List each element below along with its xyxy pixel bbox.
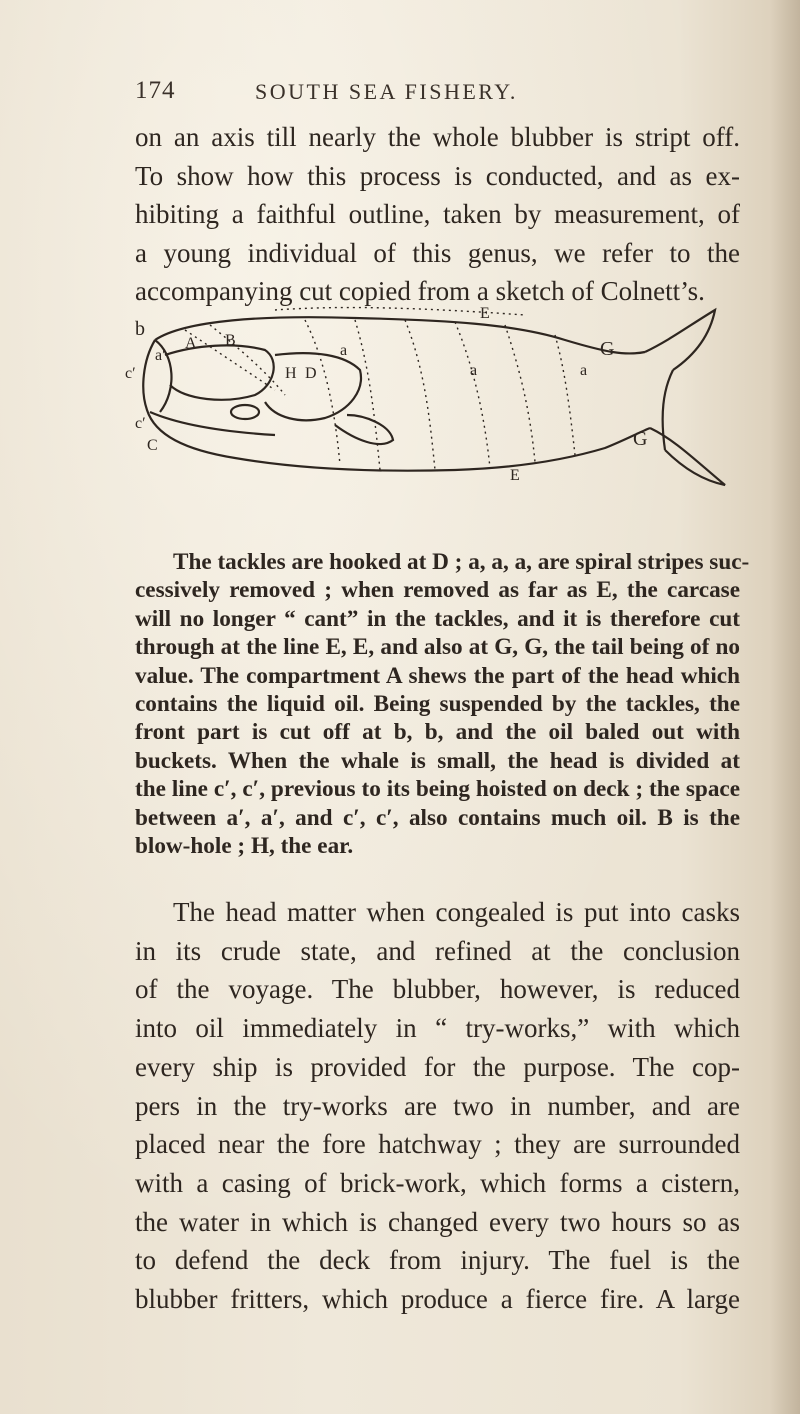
text-line: hibiting a faithful outline, taken by measurement, of xyxy=(135,199,740,229)
text-line: The tackles are hooked at D ; a, a, a, are spiral stripes suc- xyxy=(173,549,750,575)
label-a-1: a xyxy=(340,342,348,359)
label-G-bottom: G xyxy=(633,428,648,450)
spiral-stripes xyxy=(185,308,575,470)
whale-diagram-svg xyxy=(125,300,745,520)
paragraph-figure-caption xyxy=(135,548,750,860)
label-D: D xyxy=(305,365,317,382)
text-line: into oil immediately in “ try-works,” with which xyxy=(135,1013,740,1044)
label-A: A xyxy=(185,335,197,352)
text-line: blow-hole ; H, the ear. xyxy=(135,833,354,860)
text-line: between a′, a′, and c′, c′, also contains much oil. B is the xyxy=(135,804,740,831)
label-c-prime-1: c′ xyxy=(125,365,136,382)
text-line: buckets. When the whale is small, the head is divided at xyxy=(135,747,740,774)
text-line: blubber fritters, which produce a fierce fire. A large xyxy=(135,1284,740,1315)
text-line: the water in which is changed every two hours so as xyxy=(135,1206,740,1237)
label-H: H xyxy=(285,365,297,382)
label-B: B xyxy=(225,332,236,349)
running-head: SOUTH SEA FISHERY. xyxy=(255,79,518,104)
text-line: front part is cut off at b, b, and the oil baled out with xyxy=(135,719,740,746)
label-E-top: E xyxy=(480,305,490,322)
label-E-bottom: E xyxy=(510,467,520,484)
label-a-prime: a′ xyxy=(155,347,166,364)
text-line: value. The compartment A shews the part of the head which xyxy=(135,662,740,689)
text-line: with a casing of brick-work, which forms a cistern, xyxy=(135,1167,740,1198)
text-line: The head matter when congealed is put into casks xyxy=(173,897,740,927)
text-line: to defend the deck from injury. The fuel is the xyxy=(135,1245,740,1276)
label-b: b xyxy=(135,318,145,340)
paragraph-intro xyxy=(135,118,740,311)
page-header xyxy=(135,77,735,111)
label-a-2: a xyxy=(470,362,478,379)
text-line: the line c′, c′, previous to its being hoisted on deck ; the space xyxy=(135,776,740,803)
text-line: of the voyage. The blubber, however, is reduced xyxy=(135,974,740,1005)
text-line: pers in the try-works are two in number, and are xyxy=(135,1090,740,1121)
text-line: contains the liquid oil. Being suspended by the tackles, the xyxy=(135,691,740,718)
text-line: on an axis till nearly the whole blubber is stript off. xyxy=(135,122,740,152)
label-G-top: G xyxy=(600,338,615,360)
text-line: through at the line E, E, and also at G, G, the tail being of no xyxy=(135,634,740,661)
text-line: a young individual of this genus, we refer to the xyxy=(135,237,740,268)
page-number: 174 xyxy=(135,77,176,104)
paragraph-try-works xyxy=(135,893,740,1319)
label-c-prime-2: c′ xyxy=(135,415,146,432)
text-line: cessively removed ; when removed as far as E, the carcase xyxy=(135,577,740,604)
text-line: will no longer “ cant” in the tackles, and it is therefore cut xyxy=(135,605,740,632)
label-a-3: a xyxy=(580,362,588,379)
label-C: C xyxy=(147,437,158,454)
text-line: accompanying cut copied from a sketch of Colnett’s. xyxy=(135,276,705,306)
whale-cutting-diagram xyxy=(125,300,745,520)
text-line: in its crude state, and refined at the conclusion xyxy=(135,935,740,966)
page-edge-shadow xyxy=(770,0,800,1414)
text-line: placed near the fore hatchway ; they are surrounded xyxy=(135,1129,740,1160)
text-line: every ship is provided for the purpose. The cop- xyxy=(135,1051,740,1082)
text-line: To show how this process is conducted, and as ex- xyxy=(135,160,740,191)
